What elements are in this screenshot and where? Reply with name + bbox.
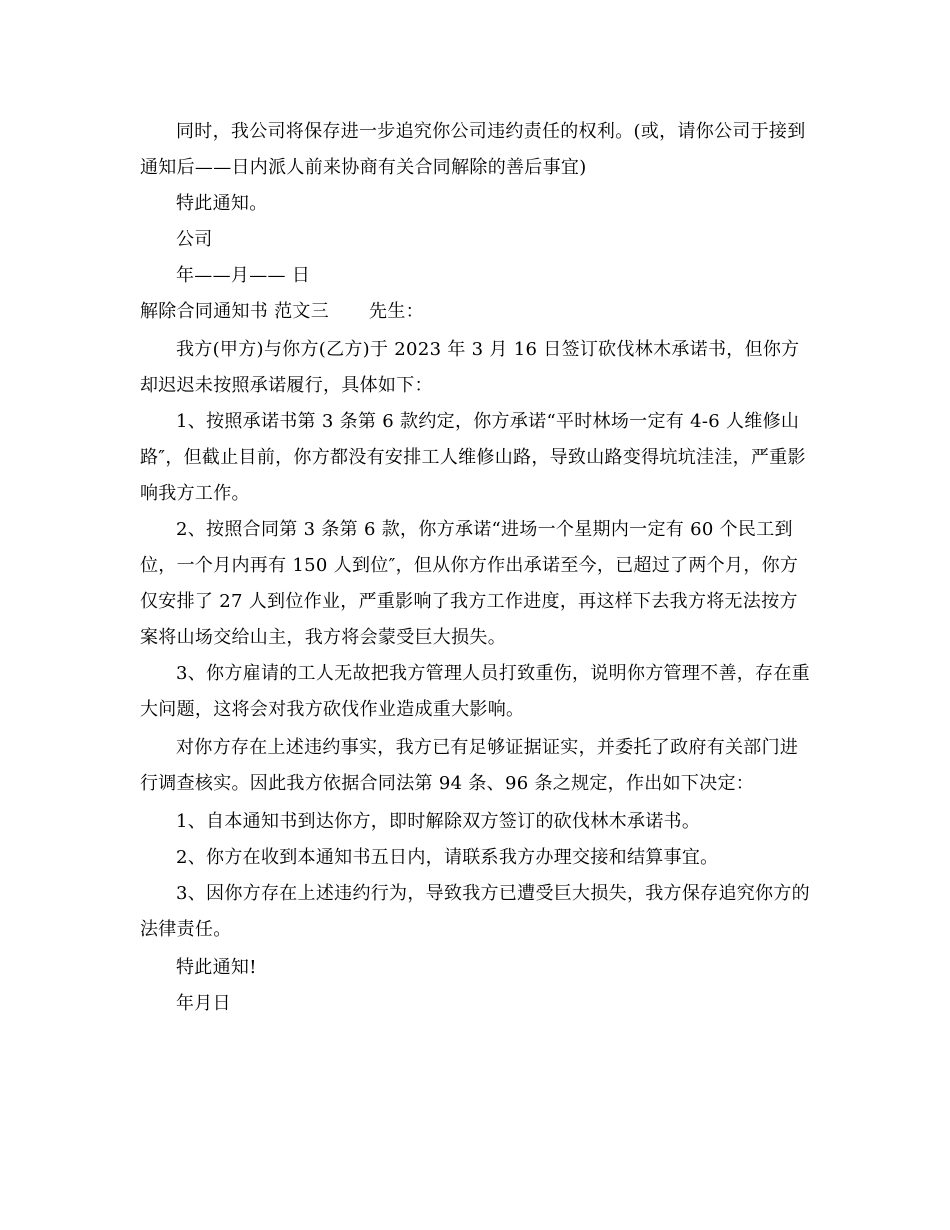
salutation: 先生： <box>369 301 424 322</box>
paragraph-decision-intro: 对你方存在上述违约事实，我方已有足够证据证实，并委托了政府有关部门进行调查核实。因此我方依据合同法第 94 条、96 条之规定，作出如下决定： <box>140 737 799 794</box>
paragraph-final-date: 年月日 <box>176 993 231 1014</box>
paragraph-final-notice: 特此通知! <box>176 957 257 978</box>
paragraph-reserve-rights: 同时，我公司将保存进一步追究你公司违约责任的权利。(或，请你公司于接到通知后——日内派人前来协商有关合同解除的善后事宜) <box>140 121 806 178</box>
paragraph-item-1: 1、按照承诺书第 3 条第 6 款约定，你方承诺“平时林场一定有 4-6 人维修山路″，但截止目前，你方都没有安排工人维修山路，导致山路变得坑坑洼洼，严重影响我方工作。 <box>140 411 806 504</box>
paragraph-decision-2: 2、你方在收到本通知书五日内，请联系我方办理交接和结算事宜。 <box>176 847 719 868</box>
paragraph-item-2: 2、按照合同第 3 条第 6 款，你方承诺“进场一个星期内一定有 60 个民工到位，一个月内再有 150 人到位″，但从你方作出承诺至今，已超过了两个月，你方仅安排了 27 人到位作业，严重影响了我方工作进度，再这样下去我方将无法按方案将山场交给山主，我方将会蒙受巨大损失。 <box>140 519 799 648</box>
paragraph-intro: 我方(甲方)与你方(乙方)于 2023 年 3 月 16 日签订砍伐林木承诺书，但你方却迟迟未按照承诺履行，具体如下： <box>140 339 800 396</box>
paragraph-date-placeholder: 年——月—— 日 <box>176 265 311 286</box>
paragraph-decision-1: 1、自本通知书到达你方，即时解除双方签订的砍伐林木承诺书。 <box>176 811 701 832</box>
paragraph-item-3: 3、你方雇请的工人无故把我方管理人员打致重伤，说明你方管理不善，存在重大问题，这将会对我方砍伐作业造成重大影响。 <box>140 663 810 720</box>
paragraph-notice-closing: 特此通知。 <box>176 193 268 214</box>
sample-title: 解除合同通知书 范文三 <box>140 301 330 322</box>
paragraph-decision-3: 3、因你方存在上述违约行为，导致我方已遭受巨大损失，我方保存追究你方的法律责任。 <box>140 883 810 940</box>
paragraph-company-signature: 公司 <box>176 229 213 250</box>
sample-heading <box>140 294 810 330</box>
